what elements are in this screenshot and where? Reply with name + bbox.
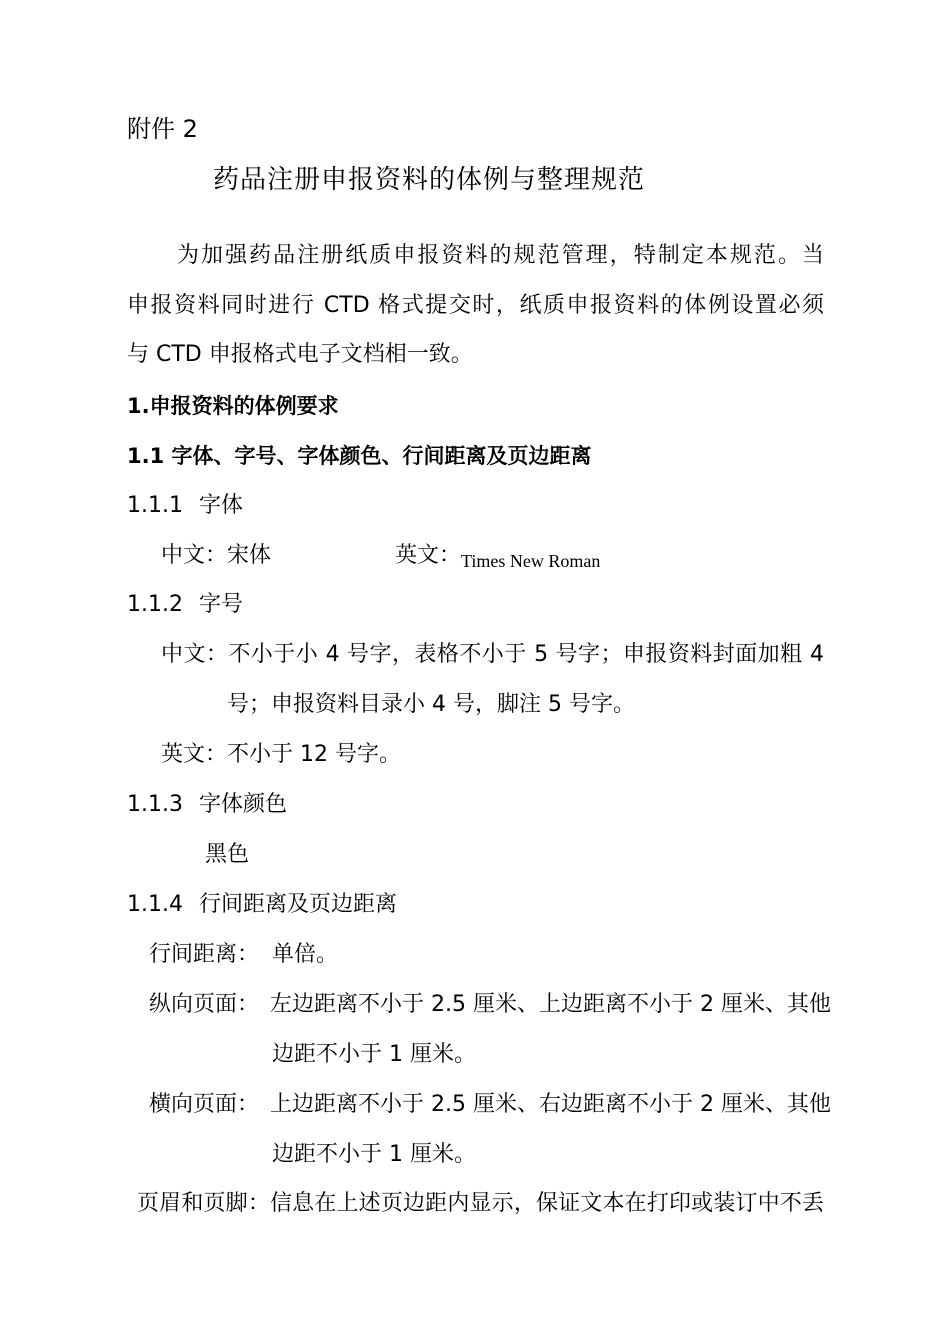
section-1-heading: 1.申报资料的体例要求 <box>127 394 339 418</box>
font-english-value: Times New Roman <box>461 551 601 571</box>
font-item-number: 1.1.1 <box>127 493 183 518</box>
size-english: 英文：不小于 12 号字。 <box>161 742 401 767</box>
portrait-line-1: 左边距离不小于 2.5 厘米、上边距离不小于 2 厘米、其他 <box>270 992 831 1017</box>
section-1-1-heading: 1.1 字体、字号、字体颜色、行间距离及页边距离 <box>127 444 592 468</box>
landscape-line-1: 上边距离不小于 2.5 厘米、右边距离不小于 2 厘米、其他 <box>270 1092 831 1117</box>
intro-line-3: 与 CTD 申报格式电子文档相一致。 <box>127 342 473 367</box>
spacing-item-label: 行间距离及页边距离 <box>199 892 398 917</box>
color-item-label: 字体颜色 <box>199 792 288 817</box>
intro-line-1: 为加强药品注册纸质申报资料的规范管理，特制定本规范。当 <box>177 243 824 268</box>
font-item-label: 字体 <box>199 493 244 518</box>
landscape-label: 横向页面： <box>149 1092 260 1117</box>
font-chinese: 中文：宋体 <box>161 543 272 568</box>
size-chinese-line-2: 号；申报资料目录小 4 号，脚注 5 号字。 <box>227 692 635 717</box>
portrait-label: 纵向页面： <box>149 992 260 1017</box>
line-spacing-value: 单倍。 <box>272 942 339 967</box>
color-value: 黑色 <box>205 842 250 867</box>
size-chinese-line-1: 中文：不小于小 4 号字，表格不小于 5 号字；申报资料封面加粗 4 <box>161 642 824 667</box>
attachment-label: 附件 2 <box>127 115 198 143</box>
document-title: 药品注册申报资料的体例与整理规范 <box>213 165 646 195</box>
line-spacing-label: 行间距离： <box>149 942 260 967</box>
landscape-line-2: 边距不小于 1 厘米。 <box>272 1142 476 1167</box>
size-item-label: 字号 <box>199 592 244 617</box>
font-english-label: 英文： <box>395 543 462 568</box>
header-footer-line: 页眉和页脚：信息在上述页边距内显示，保证文本在打印或装订中不丢 <box>137 1191 824 1216</box>
intro-line-2: 申报资料同时进行 CTD 格式提交时，纸质申报资料的体例设置必须 <box>127 293 824 318</box>
color-item-number: 1.1.3 <box>127 792 183 817</box>
spacing-item-number: 1.1.4 <box>127 892 183 917</box>
portrait-line-2: 边距不小于 1 厘米。 <box>272 1042 476 1067</box>
size-item-number: 1.1.2 <box>127 592 183 617</box>
